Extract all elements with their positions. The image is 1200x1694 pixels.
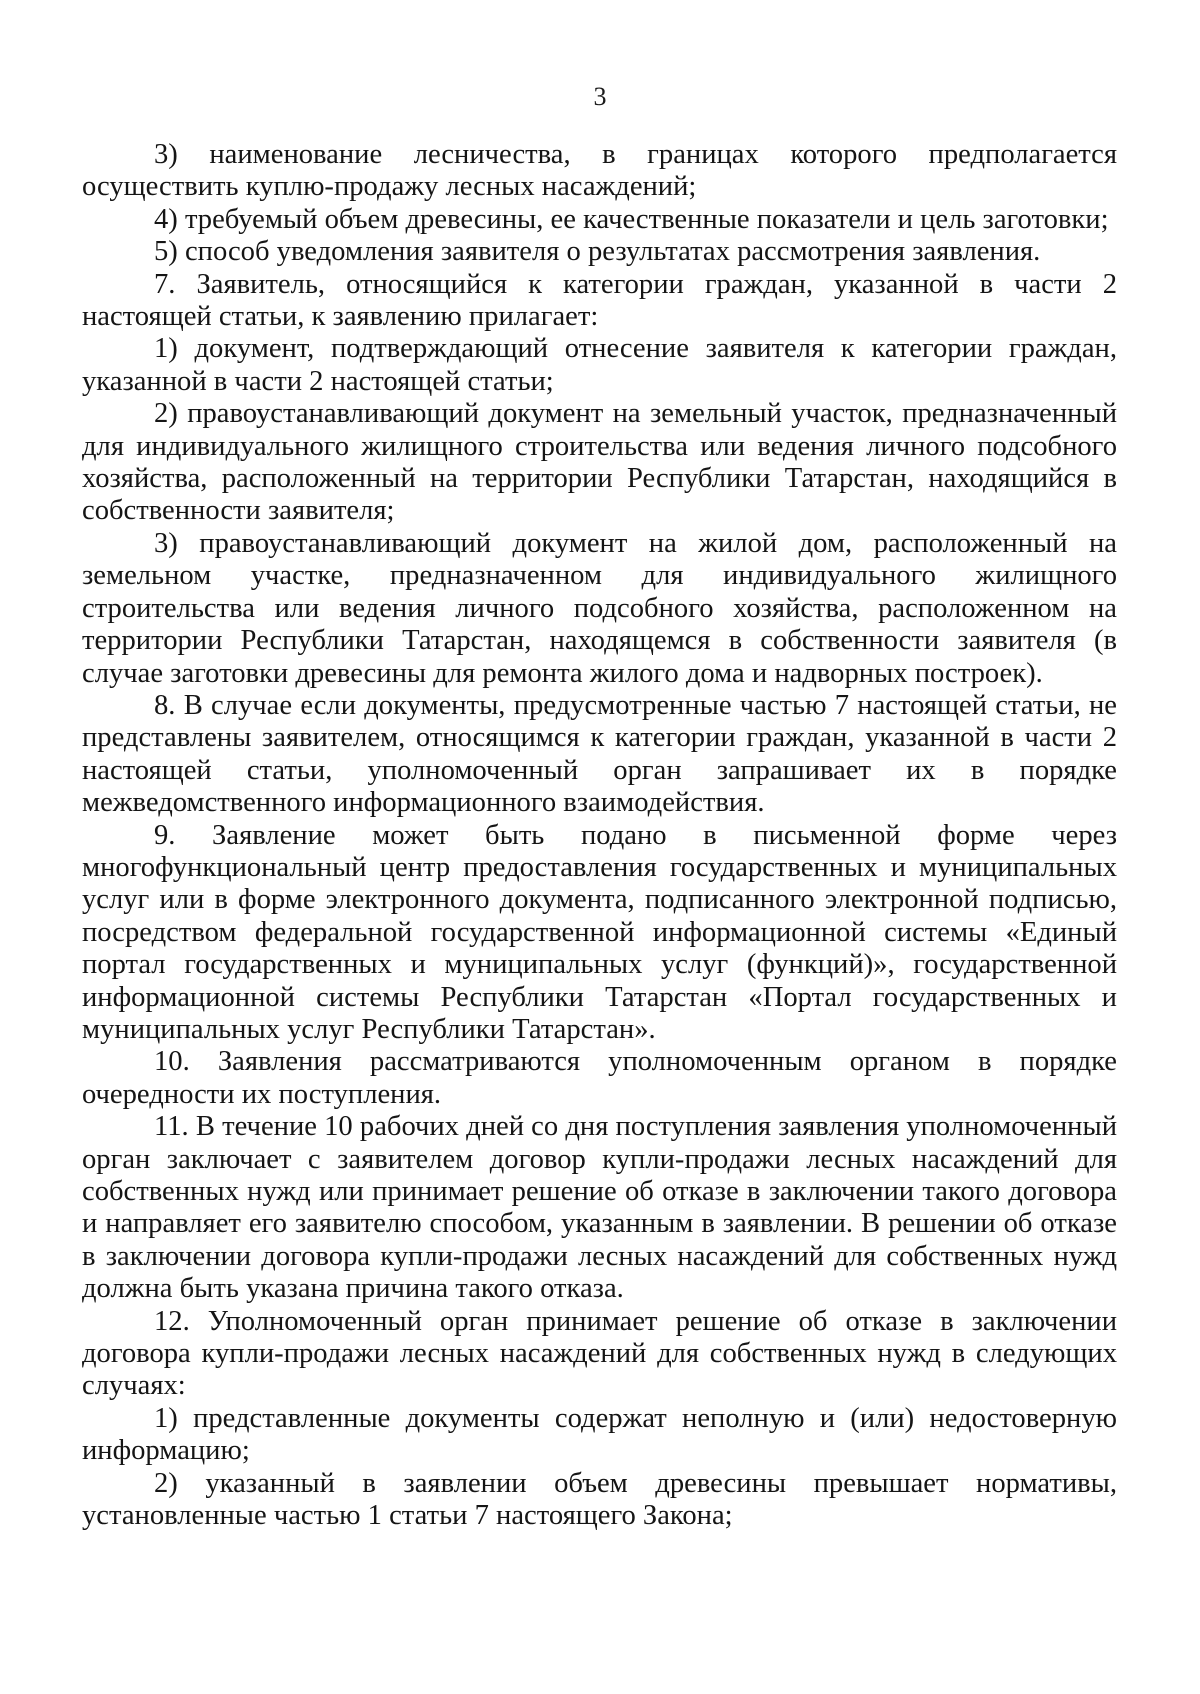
section-9: 9. Заявление может быть подано в письменной форме через многофункциональный центр предоставления государственных и муниципальных услуг или в форме электронного документа, подписанного электронной подписью, посредством федеральной государственной информационной системы «Единый портал государственных и муниципальных услуг (функций)», государственной информационной системы Республики Татарстан «Портал государственных и муниципальных услуг Республики Татарстан». bbox=[82, 819, 1117, 1045]
item-5-notification-method: 5) способ уведомления заявителя о результатах рассмотрения заявления. bbox=[154, 236, 1041, 268]
section-7-item-3: 3) правоустанавливающий документ на жилой дом, расположенный на земельном участке, предназначенном для индивидуального жилищного строительства или ведения личного подсобного хозяйства, расположенном на территории Республики Татарстан, находящемся в собственности заявителя (в случае заготовки древесины для ремонта жилого дома и надворных построек). bbox=[82, 527, 1117, 689]
section-8: 8. В случае если документы, предусмотренные частью 7 настоящей статьи, не представлены заявителем, относящимся к категории граждан, указанной в части 2 настоящей статьи, уполномоченный орган запрашивает их в порядке межведомственного информационного взаимодействия. bbox=[82, 689, 1117, 819]
document-body bbox=[82, 139, 1117, 1532]
section-10: 10. Заявления рассматриваются уполномоченным органом в порядке очередности их поступления. bbox=[82, 1046, 1117, 1110]
section-7-item-1: 1) документ, подтверждающий отнесение заявителя к категории граждан, указанной в части 2 настоящей статьи; bbox=[82, 333, 1117, 397]
section-11: 11. В течение 10 рабочих дней со дня поступления заявления уполномоченный орган заключает с заявителем договор купли-продажи лесных насаждений для собственных нужд или принимает решение об отказе в заключении такого договора и направляет его заявителю способом, указанным в заявлении. В решении об отказе в заключении договора купли-продажи лесных насаждений для собственных нужд должна быть указана причина такого отказа. bbox=[82, 1111, 1117, 1305]
section-12-item-2: 2) указанный в заявлении объем древесины превышает нормативы, установленные частью 1 статьи 7 настоящего Закона; bbox=[82, 1467, 1117, 1532]
item-3-forestry-name: 3) наименование лесничества, в границах которого предполагается осуществить куплю-продажу лесных насаждений; bbox=[82, 139, 1117, 203]
page-number: 3 bbox=[593, 82, 607, 111]
section-12-item-1: 1) представленные документы содержат неполную и (или) недостоверную информацию; bbox=[82, 1402, 1117, 1467]
section-12: 12. Уполномоченный орган принимает решение об отказе в заключении договора купли-продажи лесных насаждений для собственных нужд в следующих случаях: bbox=[82, 1305, 1117, 1402]
section-7-item-2: 2) правоустанавливающий документ на земельный участок, предназначенный для индивидуального жилищного строительства или ведения личного подсобного хозяйства, расположенный на территории Республики Татарстан, находящийся в собственности заявителя; bbox=[82, 398, 1117, 527]
section-7-attachments: 7. Заявитель, относящийся к категории граждан, указанной в части 2 настоящей статьи, к заявлению прилагает: bbox=[82, 268, 1117, 333]
item-4-wood-volume: 4) требуемый объем древесины, ее качественные показатели и цель заготовки; bbox=[154, 203, 1109, 235]
